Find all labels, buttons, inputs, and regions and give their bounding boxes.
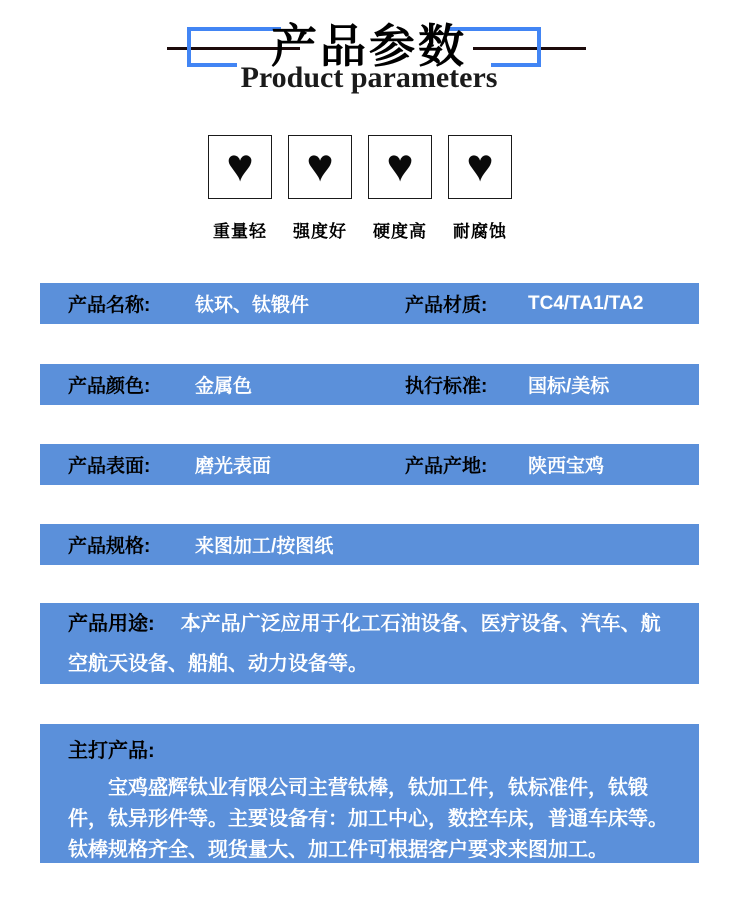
feature-label: 重量轻 xyxy=(213,222,267,241)
spec-row-name-material xyxy=(40,283,699,324)
feature-label: 硬度高 xyxy=(373,222,427,241)
page-title: 产品参数 xyxy=(271,20,467,72)
spec-block-main-products xyxy=(40,724,699,863)
feature-label: 强度好 xyxy=(293,222,347,241)
spec-row-usage xyxy=(40,603,699,684)
spec-row-specification xyxy=(40,524,699,565)
spec-label: 产品名称: xyxy=(68,295,151,316)
feature-box xyxy=(208,135,272,199)
spec-value: 钛环、钛锻件 xyxy=(195,295,310,316)
heart-icon: ♥ xyxy=(226,139,254,191)
heart-icon: ♥ xyxy=(466,139,494,191)
feature-list xyxy=(0,135,720,242)
spec-value: 宝鸡盛辉钛业有限公司主营钛棒，钛加工件，钛标准件，钛锻件，钛异形件等。主要设备有：加工中心，数控车床，普通车床等。钛棒规格齐全、现货量大、加工件可根据客户要求来图加工。 xyxy=(68,777,668,861)
spec-label: 产品表面: xyxy=(68,456,151,477)
spec-row-surface-origin xyxy=(40,444,699,485)
spec-label: 产品产地: xyxy=(405,456,488,477)
feature-box xyxy=(288,135,352,199)
spec-label: 主打产品: xyxy=(68,740,155,762)
spec-label: 产品规格: xyxy=(68,536,151,557)
spec-label: 产品用途: xyxy=(68,613,155,635)
spec-value: 本产品广泛应用于化工石油设备、医疗设备、汽车、航空航天设备、船舶、动力设备等。 xyxy=(68,613,661,675)
feature-item xyxy=(208,135,272,242)
feature-item xyxy=(288,135,352,242)
spec-label: 产品材质: xyxy=(405,295,488,316)
heart-icon: ♥ xyxy=(306,139,334,191)
heart-icon: ♥ xyxy=(386,139,414,191)
feature-box xyxy=(368,135,432,199)
spec-row-color-standard xyxy=(40,364,699,405)
feature-item xyxy=(368,135,432,242)
spec-value: 金属色 xyxy=(195,376,253,397)
spec-value: 国标/美标 xyxy=(528,376,610,397)
spec-value: TC4/TA1/TA2 xyxy=(528,292,644,314)
spec-value: 来图加工/按图纸 xyxy=(195,536,334,557)
page-subtitle: Product parameters xyxy=(240,61,498,94)
spec-label: 执行标准: xyxy=(405,376,488,397)
feature-box xyxy=(448,135,512,199)
spec-label: 产品颜色: xyxy=(68,376,151,397)
spec-value: 磨光表面 xyxy=(195,456,272,477)
feature-label: 耐腐蚀 xyxy=(453,222,507,241)
feature-item xyxy=(448,135,512,242)
spec-value: 陕西宝鸡 xyxy=(528,456,605,477)
